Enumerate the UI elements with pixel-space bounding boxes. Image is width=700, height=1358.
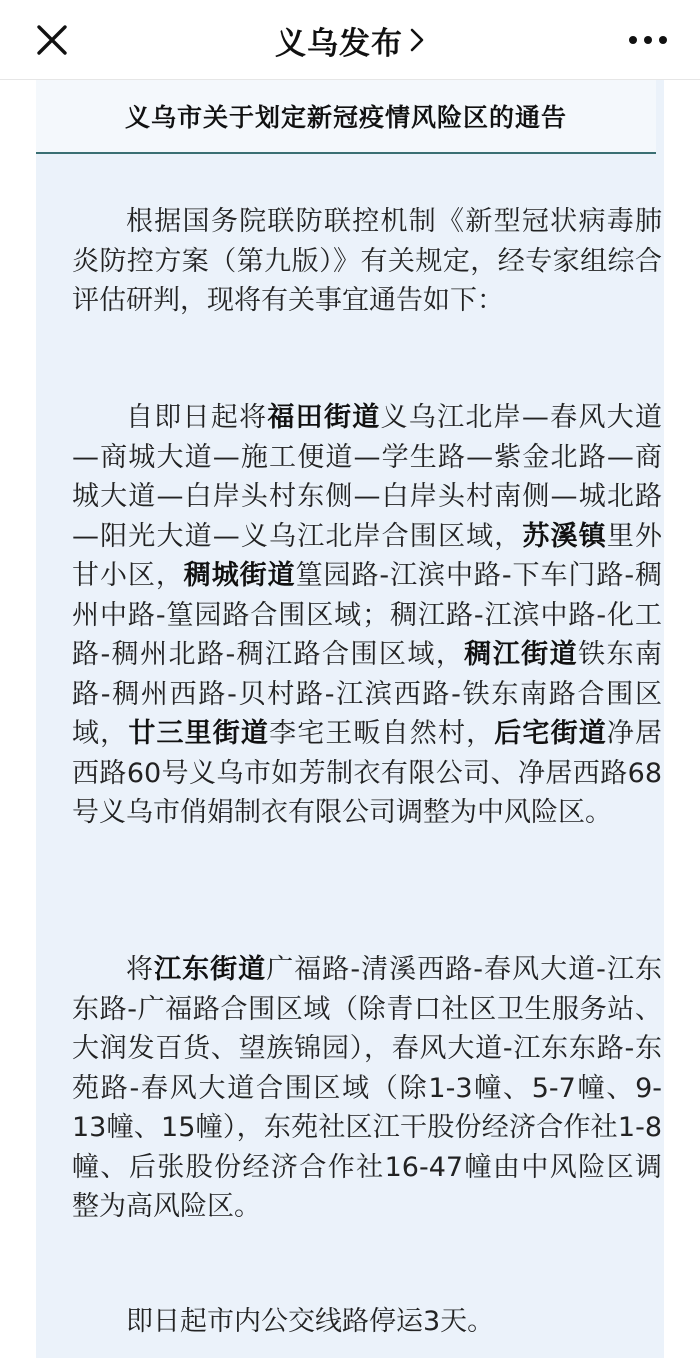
notice-title: 义乌市关于划定新冠疫情风险区的通告 — [124, 103, 567, 132]
place-name-highlight: 后宅街道 — [494, 718, 607, 749]
paragraph-text: 将 — [126, 954, 155, 985]
top-navigation-bar — [0, 0, 700, 80]
notice-paragraph — [72, 1302, 662, 1342]
more-options-button[interactable] — [622, 22, 674, 58]
account-title-button[interactable] — [275, 18, 425, 63]
paragraph-text: 铁东南路-稠州西路-贝村路-江滨西路-铁东南路合围区域， — [72, 639, 662, 749]
paragraph-text: 李宅王畈自然村， — [269, 718, 495, 749]
place-name-highlight: 福田街道 — [267, 402, 381, 433]
paragraph-text: 义乌江北岸—春风大道—商城大道—施工便道—学生路—紫金北路—商城大道—白岸头村东侧—白岸头村南侧—城北路—阳光大道—义乌江北岸合围区域， — [72, 402, 663, 552]
notice-header — [36, 80, 656, 154]
place-name-highlight: 江东街道 — [154, 954, 267, 985]
notice-paragraph — [72, 202, 662, 321]
paragraph-text: 广福路-清溪西路-春风大道-江东东路-广福路合围区域（除青口社区卫生服务站、大润发百货、望族锦园），春风大道-江东东路-东苑路-春风大道合围区域（除1-3幢、5-7幢、9-13幢、15幢），东苑社区江干股份经济合作社1-8幢、后张股份经济合作社16-47幢由中风险区调整为高风险区。 — [72, 954, 663, 1222]
place-name-highlight: 稠江街道 — [464, 639, 579, 670]
paragraph-text: 根据国务院联防联控机制《新型冠状病毒肺炎防控方案（第九版）》有关规定，经专家组综合评估研判，现将有关事宜通告如下： — [72, 206, 662, 316]
chevron-right-icon — [409, 27, 425, 53]
paragraph-text: 里外甘小区， — [72, 520, 663, 591]
account-title: 义乌发布 — [275, 25, 403, 62]
paragraph-text: 即日起市内公交线路停运3天。 — [126, 1306, 495, 1337]
notice-paragraph — [72, 398, 662, 833]
paragraph-text: 自即日起将 — [126, 402, 268, 433]
more-icon — [628, 35, 668, 45]
place-name-highlight: 苏溪镇 — [522, 520, 607, 552]
paragraph-text: 篁园路-江滨中路-下车门路-稠州中路-篁园路合围区域；稠江路-江滨中路-化工路-稠州北路-稠江路合围区域， — [72, 560, 663, 670]
notice-card — [36, 80, 664, 1358]
place-name-highlight: 稠城街道 — [183, 560, 296, 591]
place-name-highlight: 廿三里街道 — [128, 718, 270, 749]
notice-paragraph — [72, 950, 662, 1227]
paragraph-text: 净居西路60号义乌市如芳制衣有限公司、净居西路68号义乌市俏娟制衣有限公司调整为中风险区。 — [72, 718, 663, 828]
title-area — [0, 0, 700, 80]
